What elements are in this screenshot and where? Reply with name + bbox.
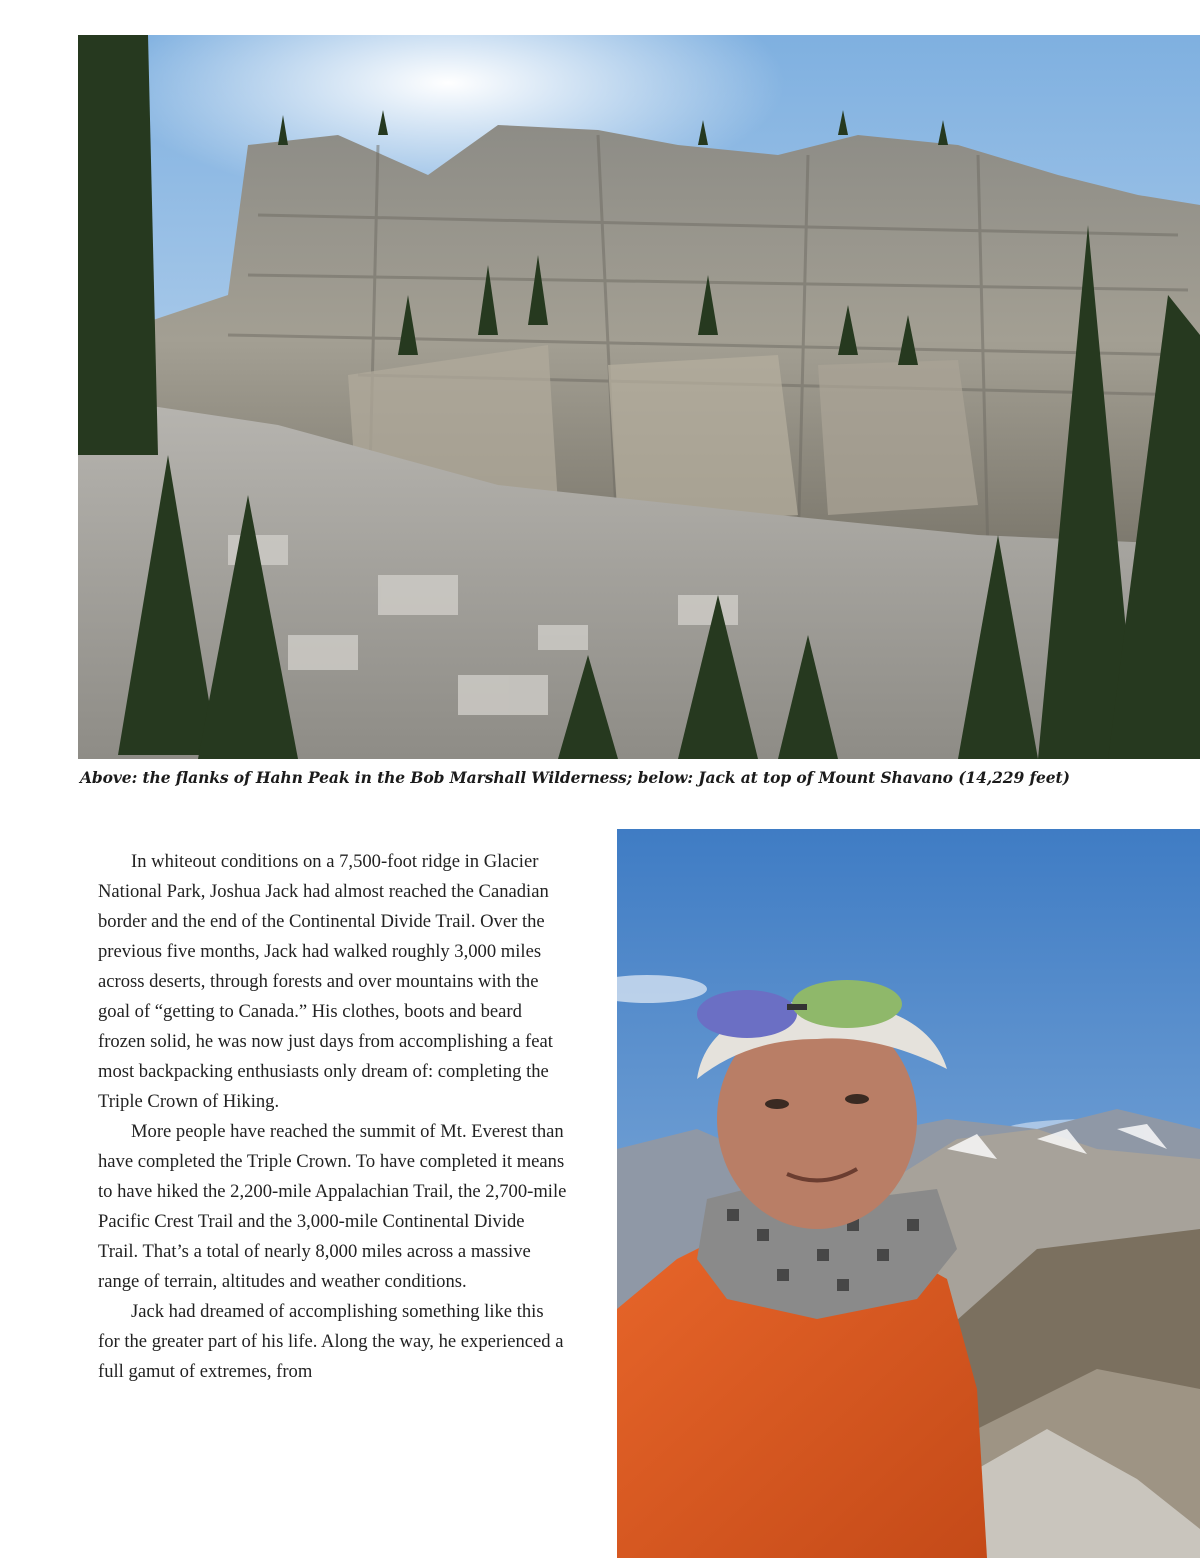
cliff-photo [78, 35, 1200, 759]
paragraph-2: More people have reached the summit of Mt. Everest than have completed the Triple Crown. To have completed it means to have hiked the 2,200-mile Appalachian Trail, the 2,700-mile Pacific Crest Trail and the 3,000-mile Continental Divide Trail. That’s a total of nearly 8,000 miles across a massive range of terrain, altitudes and weather conditions. [98, 1121, 567, 1292]
mountain-cliff-image [78, 35, 1200, 759]
photo-caption: Above: the flanks of Hahn Peak in the Bob Marshall Wilderness; below: Jack at top of Mount Shavano (14,229 feet) [80, 768, 1070, 787]
paragraph-1: In whiteout conditions on a 7,500-foot ridge in Glacier National Park, Joshua Jack had almost reached the Canadian border and the end of the Continental Divide Trail. Over the previous five months, Jack had walked roughly 3,000 miles across deserts, through forests and over mountains with the goal of “getting to Canada.” His clothes, boots and beard frozen solid, he was now just days from accomplishing a feat most backpacking enthusiasts only dream of: completing the Triple Crown of Hiking. [98, 851, 553, 1112]
hiker-selfie-image [617, 829, 1200, 1558]
hiker-photo [617, 829, 1200, 1558]
article-body [98, 847, 568, 1387]
paragraph-3: Jack had dreamed of accomplishing something like this for the greater part of his life. Along the way, he experienced a full gamut of extremes, from [98, 1301, 564, 1382]
